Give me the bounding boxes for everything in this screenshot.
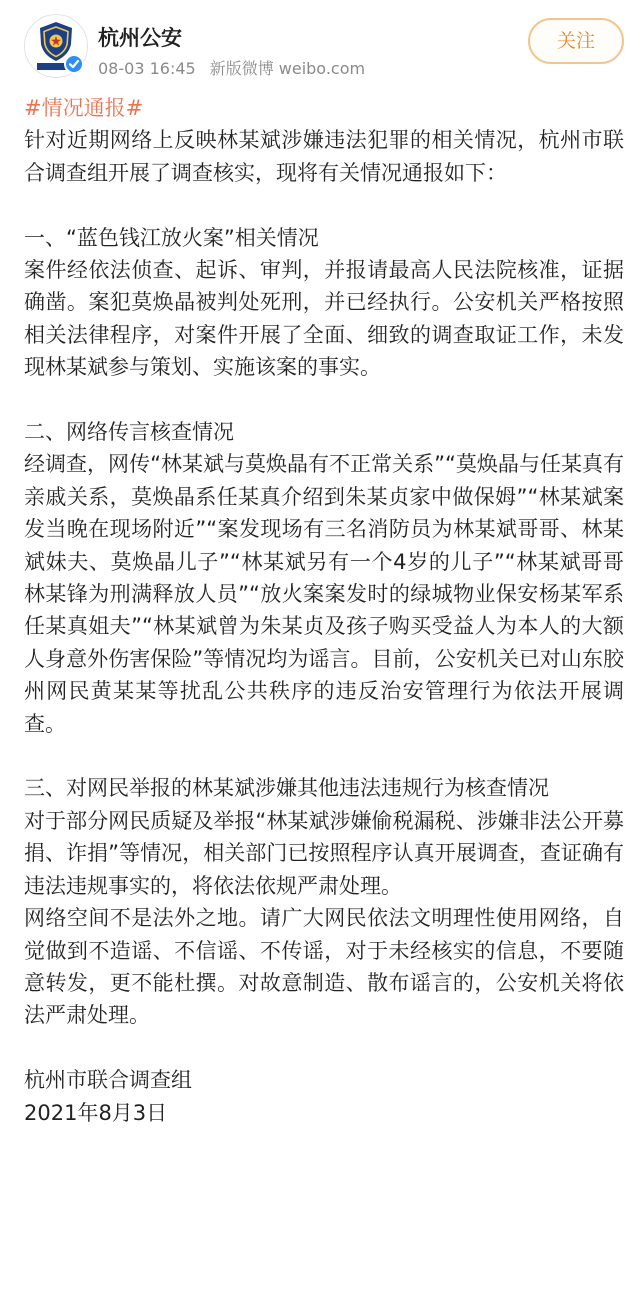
- signature: 杭州市联合调查组: [24, 1068, 192, 1093]
- hashtag-link[interactable]: #情况通报#: [24, 96, 144, 120]
- post-meta: [98, 56, 379, 79]
- section1-body: 案件经依法侦查、起诉、审判，并报请最高人民法院核准，证据确凿。案犯莫焕晶被判处死刑，并已经执行。公安机关严格按照相关法律程序，对案件开展了全面、细致的调查取证工作，未发现林某斌参与策划、实施该案的事实。: [24, 258, 624, 380]
- closing-statement: 网络空间不是法外之地。请广大网民依法文明理性使用网络，自觉做到不造谣、不信谣、不传谣，对于未经核实的信息，不要随意转发，更不能杜撰。对故意制造、散布谣言的，公安机关将依法严肃处理。: [24, 906, 624, 1028]
- post-date: 2021年8月3日: [24, 1100, 168, 1125]
- section2-title: 二、网络传言核查情况: [24, 420, 234, 445]
- section2-body: 经调查，网传“林某斌与莫焕晶有不正常关系”“莫焕晶与任某真有亲戚关系，莫焕晶系任某真介绍到朱某贞家中做保姆”“林某斌案发当晚在现场附近”“案发现场有三名消防员为林某斌哥哥、林某斌妹夫、莫焕晶儿子”“林某斌另有一个4岁的儿子”“林某斌哥哥林某锋为刑满释放人员”“放火案案发时的绿城物业保安杨某军系任某真姐夫”“林某斌曾为朱某贞及孩子购买受益人为本人的大额人身意外伤害保险”等情况均为谣言。目前，公安机关已对山东胶州网民黄某某等扰乱公共秩序的违反治安管理行为依法开展调查。: [24, 452, 624, 736]
- post-header: [0, 0, 640, 90]
- spacer: [24, 1032, 624, 1064]
- section1-title: 一、“蓝色钱江放火案”相关情况: [24, 225, 319, 250]
- post-body: [24, 92, 624, 1129]
- account-name[interactable]: 杭州公安: [98, 26, 182, 50]
- post-timestamp: 08-03 16:45: [98, 59, 196, 78]
- spacer: [24, 740, 624, 772]
- section3-body: 对于部分网民质疑及举报“林某斌涉嫌偷税漏税、涉嫌非法公开募捐、诈捐”等情况，相关部门已按照程序认真开展调查，查证确有违法违规事实的，将依法依规严肃处理。: [24, 808, 624, 898]
- verified-badge-icon: [64, 54, 84, 74]
- follow-button[interactable]: 关注: [528, 18, 624, 64]
- spacer: [24, 189, 624, 221]
- spacer: [24, 384, 624, 416]
- post-source[interactable]: 新版微博 weibo.com: [209, 59, 366, 78]
- post-intro: 针对近期网络上反映林某斌涉嫌违法犯罪的相关情况，杭州市联合调查组开展了调查核实，现将有关情况通报如下：: [24, 128, 624, 185]
- section3-title: 三、对网民举报的林某斌涉嫌其他违法违规行为核查情况: [24, 776, 549, 801]
